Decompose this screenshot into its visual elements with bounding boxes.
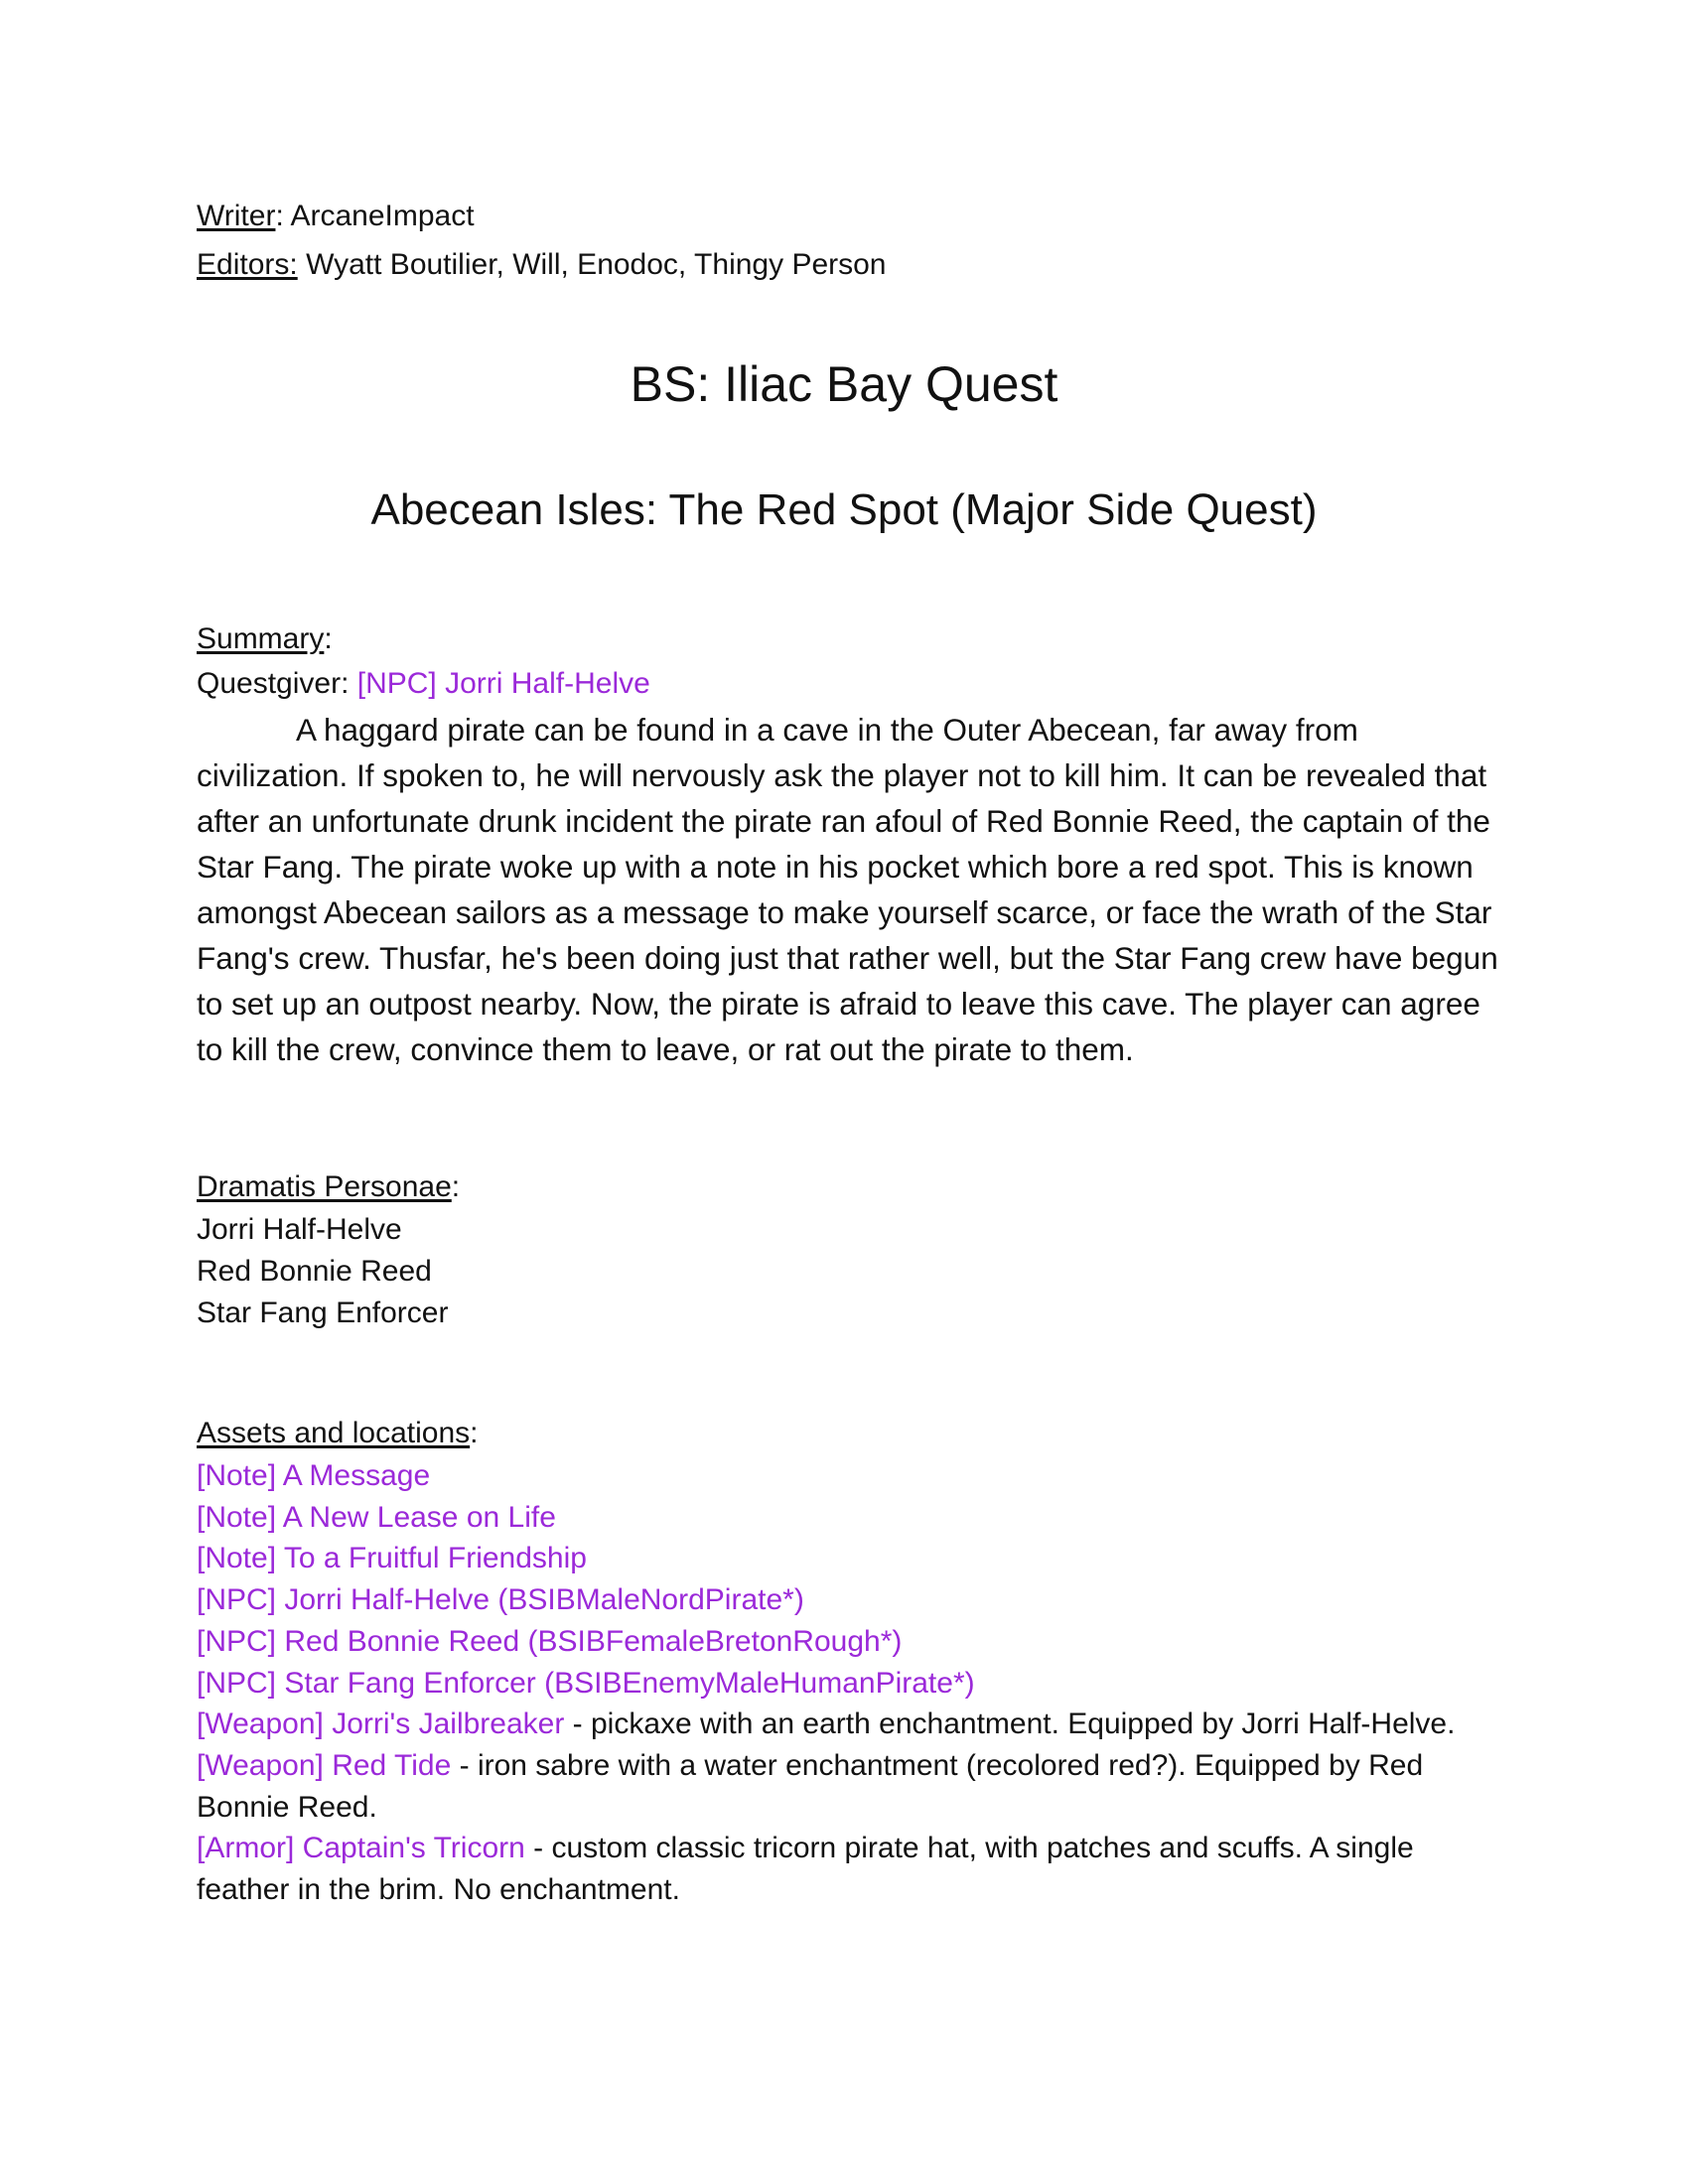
dramatis-section <box>197 1165 1507 1334</box>
asset-description: - custom classic tricorn pirate hat, with patches and scuffs. A single feather in the brim. No enchantment. <box>197 1832 1414 1907</box>
dramatis-heading: Dramatis Personae: <box>197 1170 461 1203</box>
asset-item <box>197 1745 1507 1828</box>
editors-value: Wyatt Boutilier, Will, Enodoc, Thingy Person <box>306 248 887 281</box>
asset-item <box>197 1579 1507 1621</box>
questgiver-link[interactable]: [NPC] Jorri Half-Helve <box>356 667 650 700</box>
editors-label: Editors: <box>197 248 298 281</box>
editors-line <box>197 245 887 285</box>
summary-label: Summary <box>197 622 325 655</box>
asset-link[interactable]: [NPC] Jorri Half-Helve (BSIBMaleNordPirate*) <box>197 1583 804 1617</box>
document-subtitle: Abecean Isles: The Red Spot (Major Side Quest) <box>370 485 1318 534</box>
asset-item <box>197 1455 1507 1497</box>
dramatis-label: Dramatis Personae <box>197 1170 452 1203</box>
assets-label: Assets and locations <box>197 1417 471 1449</box>
summary-paragraph: A haggard pirate can be found in a cave in the Outer Abecean, far away from civilization. If spoken to, he will nervously ask the player not to kill him. It can be revealed that after an unfortunate drunk incident the pirate ran afoul of Red Bonnie Reed, the captain of the Star Fang. The pirate woke up with a note in his pocket which bore a red spot. This is known amongst Abecean sailors as a message to make yourself scarce, or face the wrath of the Star Fang's crew. Thusfar, he's been doing just that rather well, but the Star Fang crew have begun to set up an outpost nearby. Now, the pirate is afraid to leave this cave. The player can agree to kill the crew, convince them to leave, or rat out the pirate to them. <box>197 712 1498 1067</box>
asset-link[interactable]: [Weapon] Red Tide <box>197 1748 452 1782</box>
asset-item <box>197 1621 1507 1663</box>
summary-heading: Summary: <box>197 622 333 655</box>
document-title: BS: Iliac Bay Quest <box>630 356 1058 412</box>
questgiver-label: Questgiver: <box>197 667 350 700</box>
asset-link[interactable]: [NPC] Star Fang Enforcer (BSIBEnemyMaleHumanPirate*) <box>197 1666 975 1700</box>
asset-link[interactable]: [Note] A New Lease on Life <box>197 1500 556 1534</box>
asset-item <box>197 1663 1507 1705</box>
asset-item <box>197 1828 1507 1910</box>
asset-link[interactable]: [Note] To a Fruitful Friendship <box>197 1542 587 1575</box>
asset-link[interactable]: [Armor] Captain's Tricorn <box>197 1832 525 1865</box>
questgiver-line <box>197 661 1507 707</box>
writer-line: Writer: ArcaneImpact <box>197 200 475 232</box>
writer-label: Writer <box>197 200 276 232</box>
writer-value: ArcaneImpact <box>290 200 475 232</box>
asset-item <box>197 1704 1507 1745</box>
asset-link[interactable]: [Note] A Message <box>197 1459 431 1492</box>
asset-item <box>197 1497 1507 1539</box>
asset-description: - pickaxe with an earth enchantment. Equipped by Jorri Half-Helve. <box>564 1707 1456 1741</box>
asset-description: - iron sabre with a water enchantment (recolored red?). Equipped by Red Bonnie Reed. <box>197 1748 1424 1824</box>
assets-section <box>197 1412 1507 1911</box>
summary-section <box>197 617 1507 1072</box>
asset-item <box>197 1538 1507 1579</box>
asset-link[interactable]: [NPC] Red Bonnie Reed (BSIBFemaleBretonRough*) <box>197 1624 903 1658</box>
dramatis-person: Star Fang Enforcer <box>197 1297 449 1329</box>
dramatis-person: Red Bonnie Reed <box>197 1255 432 1288</box>
dramatis-person: Jorri Half-Helve <box>197 1213 402 1246</box>
assets-heading: Assets and locations: <box>197 1417 479 1449</box>
asset-link[interactable]: [Weapon] Jorri's Jailbreaker <box>197 1707 565 1741</box>
